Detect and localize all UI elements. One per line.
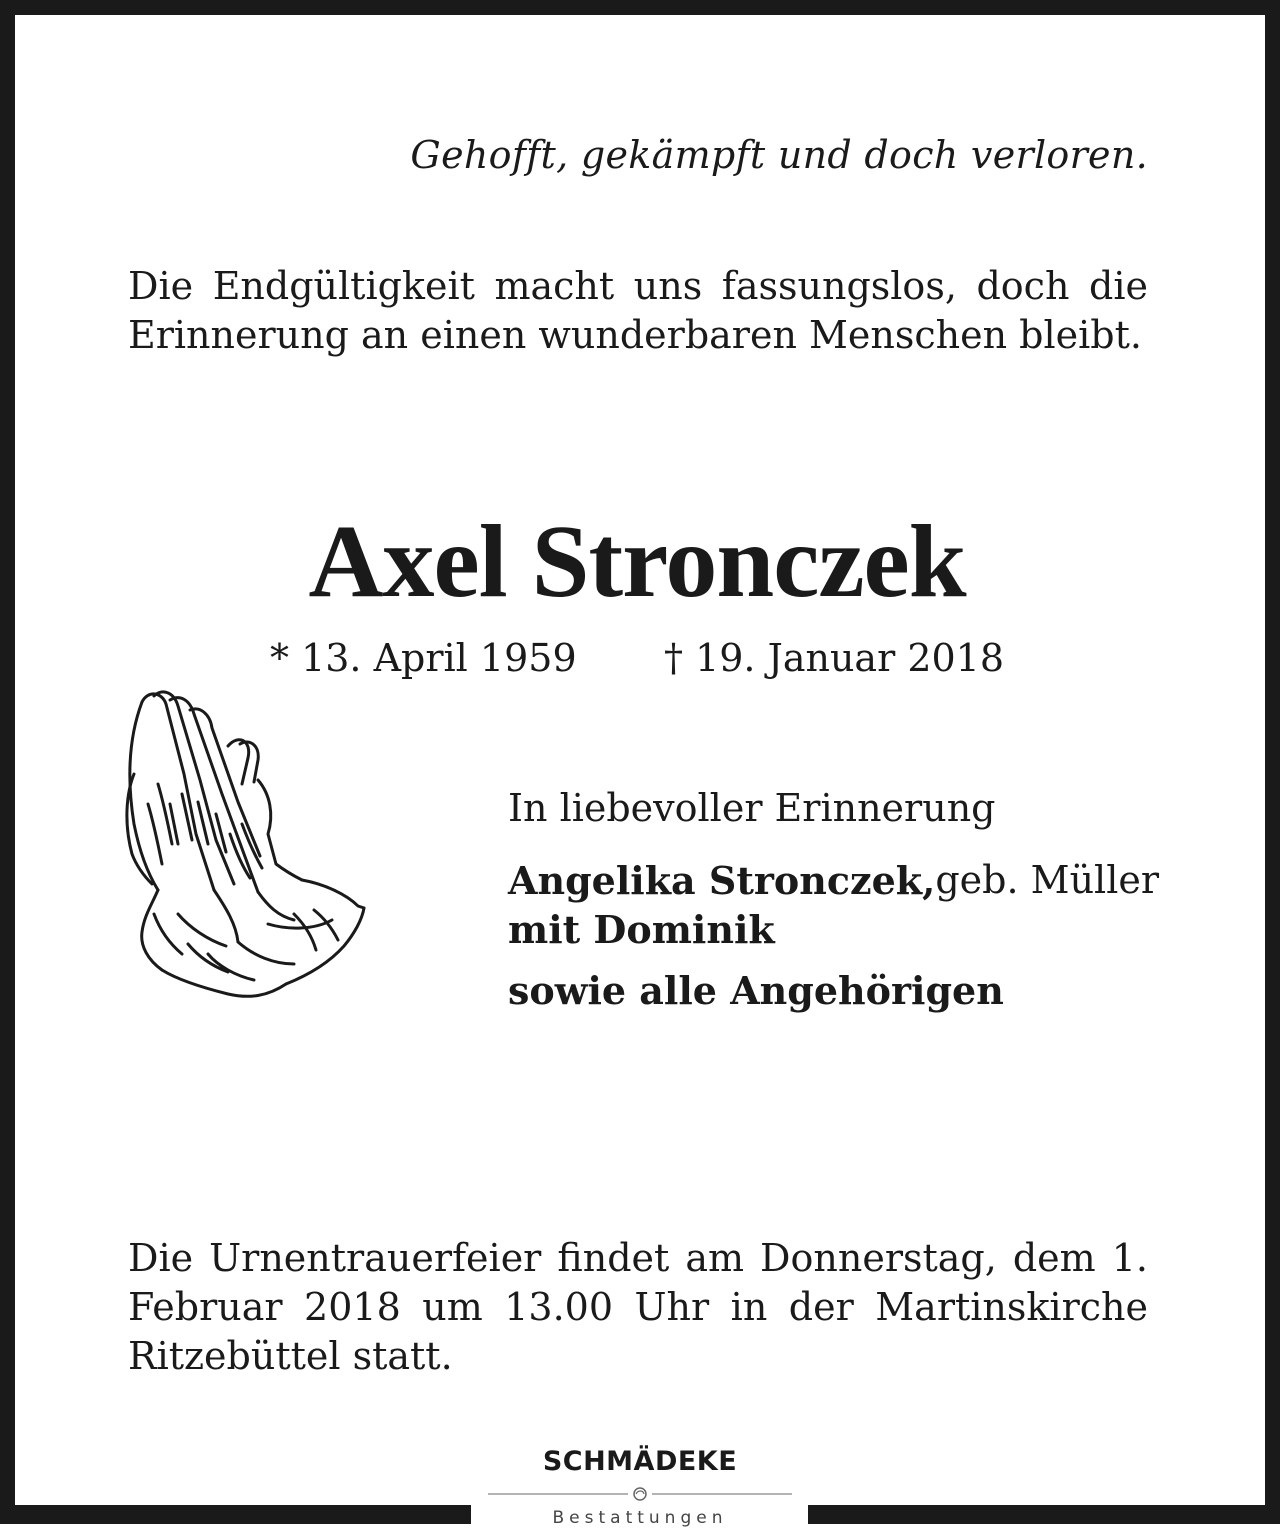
- mourner-line-3: sowie alle Angehörigen: [508, 968, 1004, 1013]
- mourner-primary-suffix: geb. Müller: [935, 858, 1159, 902]
- motto: Gehofft, gekämpft und doch verloren.: [410, 133, 1148, 177]
- funeral-home-name: SCHMÄDEKE: [542, 1446, 738, 1477]
- border-bottom-right: [808, 1505, 1280, 1524]
- deceased-name: Axel Stronczek: [308, 504, 966, 619]
- birth-date: * 13. April 1959: [270, 636, 577, 680]
- mourner-line-2: mit Dominik: [508, 907, 775, 952]
- service-announcement: Die Urnentrauerfeier findet am Donnerstag, dem 1. Februar 2018 um 13.00 Uhr in der Martinskirche Ritzebüttel statt.: [128, 1236, 1148, 1378]
- death-date: † 19. Januar 2018: [664, 636, 1005, 680]
- intro-text: Die Endgültigkeit macht uns fassungslos, doch die Erinnerung an einen wunderbaren Menschen bleibt.: [128, 264, 1148, 357]
- mourner-primary-name: Angelika Stronczek,: [508, 858, 936, 903]
- border-right: [1265, 0, 1280, 1524]
- funeral-home-logo: [480, 1442, 800, 1536]
- ornament-divider-icon: [480, 1484, 800, 1504]
- funeral-home-subtitle: Bestattungen: [552, 1508, 728, 1528]
- border-left: [0, 0, 15, 1524]
- border-top: [0, 0, 1280, 15]
- border-bottom-left: [0, 1505, 471, 1524]
- mourner-primary: [508, 858, 1159, 903]
- remembrance-line: In liebevoller Erinnerung: [508, 786, 996, 830]
- praying-hands-icon: [118, 684, 368, 1002]
